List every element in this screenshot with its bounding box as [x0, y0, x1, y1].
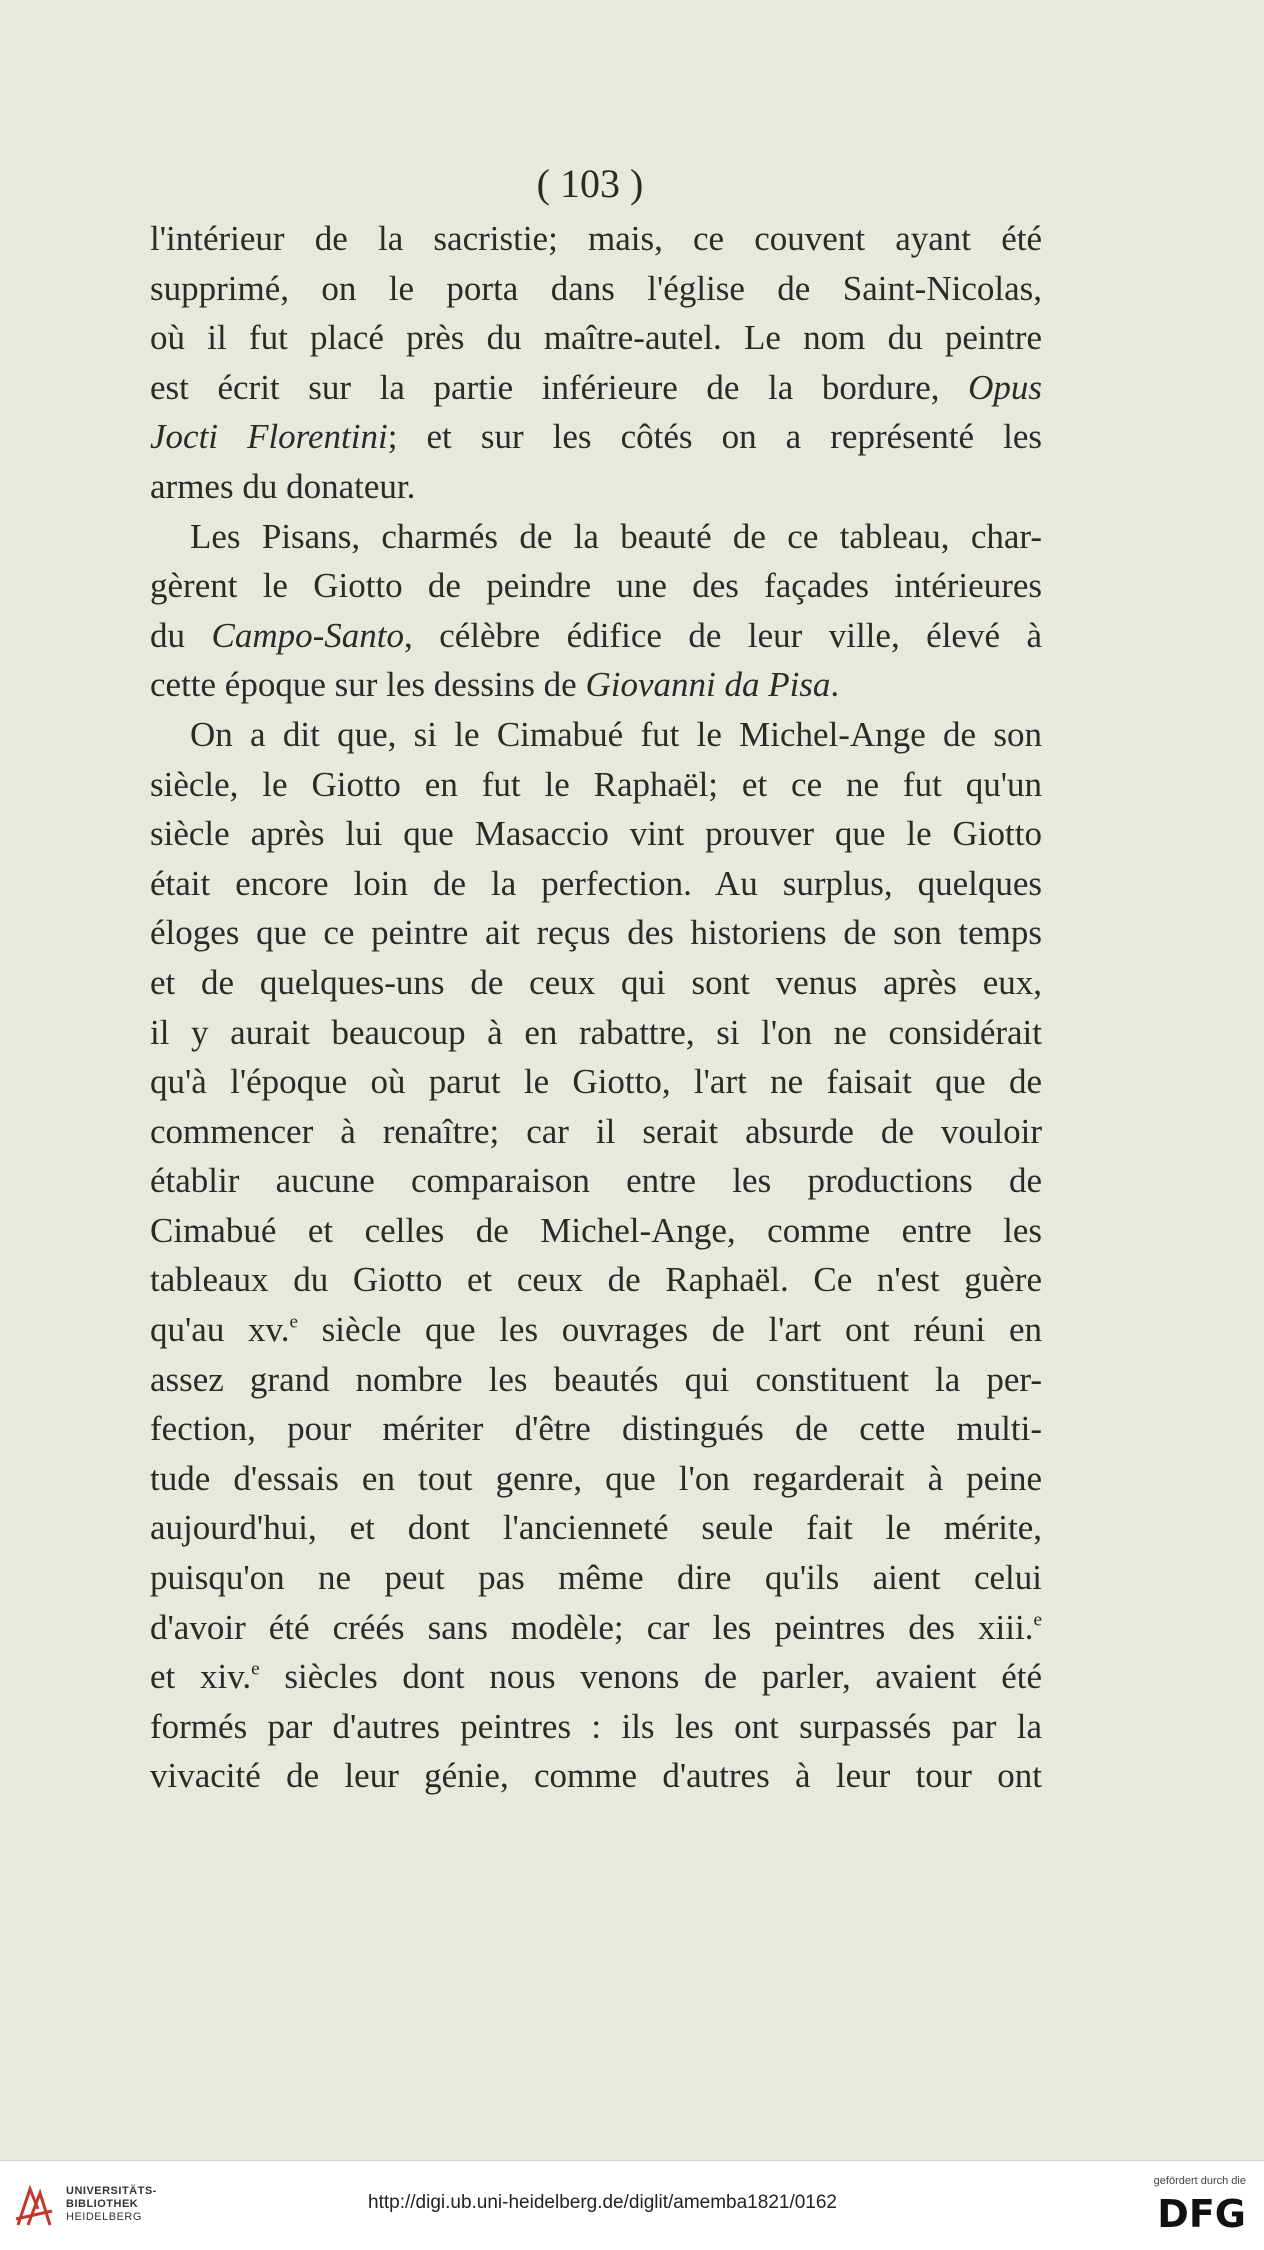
- dfg-logo-text: DFG: [1157, 2193, 1246, 2233]
- body-text: [150, 214, 1042, 1801]
- text-line: assez grand nombre les beautés qui constituent la per-: [150, 1359, 1042, 1399]
- text-line: du Campo-Santo, célèbre édifice de leur ville, élevé à: [150, 615, 1042, 655]
- text-line: et xiv.$^e$ siècles dont nous venons de parler, avaient été: [150, 1657, 1042, 1697]
- text-line: qu'au xv.$^e$ siècle que les ouvrages de l'art ont réuni en: [150, 1310, 1042, 1350]
- text-line: il y aurait beaucoup à en rabattre, si l'on ne considérait: [150, 1012, 1042, 1052]
- text-line: éloges que ce peintre ait reçus des historiens de son temps: [150, 913, 1042, 953]
- sponsor-caption: gefördert durch die: [1153, 2175, 1246, 2187]
- dfg-logo-icon: [1128, 2193, 1246, 2233]
- text-line: où il fut placé près du maître-autel. Le nom du peintre: [150, 318, 1042, 358]
- text-line: commencer à renaître; car il serait absurde de vouloir: [150, 1111, 1042, 1151]
- text-line: puisqu'on ne peut pas même dire qu'ils aient celui: [150, 1558, 1042, 1598]
- text-line: On a dit que, si le Cimabué fut le Michel-Ange de son: [190, 714, 1042, 754]
- text-line: l'intérieur de la sacristie; mais, ce couvent ayant été: [150, 219, 1042, 258]
- text-line: était encore loin de la perfection. Au surplus, quelques: [150, 863, 1042, 903]
- text-line: siècle après lui que Masaccio vint prouver que le Giotto: [150, 814, 1042, 854]
- text-line: est écrit sur la partie inférieure de la bordure, Opus: [150, 367, 1042, 407]
- text-line: et de quelques-uns de ceux qui sont venus après eux,: [150, 962, 1042, 1002]
- library-name: UNIVERSITÄTS- BIBLIOTHEK HEIDELBERG: [66, 2185, 157, 2223]
- text-line: aujourd'hui, et dont l'ancienneté seule fait le mérite,: [150, 1508, 1042, 1548]
- text-line: Les Pisans, charmés de la beauté de ce tableau, char-: [190, 516, 1042, 556]
- text-line: fection, pour mériter d'être distingués de cette multi-: [150, 1409, 1042, 1449]
- text-line: établir aucune comparaison entre les productions de: [150, 1161, 1042, 1201]
- text-line: d'avoir été créés sans modèle; car les peintres des xiii.$^e$: [150, 1607, 1042, 1647]
- text-line: gèrent le Giotto de peindre une des façades intérieures: [150, 566, 1042, 606]
- text-line: vivacité de leur génie, comme d'autres à leur tour ont: [150, 1756, 1042, 1796]
- text-line: formés par d'autres peintres : ils les ont surpassés par la: [150, 1706, 1042, 1746]
- text-line: armes du donateur.: [150, 466, 416, 506]
- text-line: siècle, le Giotto en fut le Raphaël; et ce ne fut qu'un: [150, 764, 1042, 804]
- text-line: Jocti Florentini; et sur les côtés on a représenté les: [150, 417, 1042, 457]
- text-line: Cimabué et celles de Michel-Ange, comme entre les: [150, 1210, 1042, 1250]
- text-line: qu'à l'époque où parut le Giotto, l'art ne faisait que de: [150, 1062, 1042, 1102]
- source-url-link[interactable]: http://digi.ub.uni-heidelberg.de/diglit/amemba1821/0162: [368, 2192, 837, 2213]
- text-line: supprimé, on le porta dans l'église de Saint-Nicolas,: [150, 268, 1042, 308]
- page-number: ( 103 ): [536, 161, 644, 206]
- sponsor-block: [1096, 2175, 1246, 2233]
- text-line: tableaux du Giotto et ceux de Raphaël. Ce n'est guère: [150, 1260, 1042, 1300]
- university-library-logo-icon: [12, 2181, 56, 2231]
- text-line: cette époque sur les dessins de Giovanni da Pisa.: [150, 665, 840, 705]
- viewer-footer: [0, 2160, 1264, 2250]
- text-line: tude d'essais en tout genre, que l'on regarderait à peine: [150, 1458, 1042, 1498]
